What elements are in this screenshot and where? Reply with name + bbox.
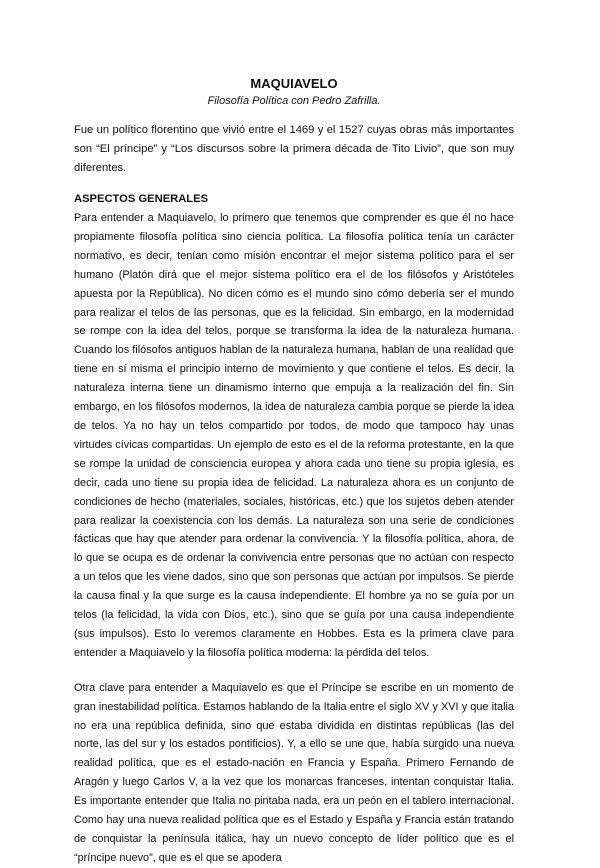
body-paragraph: Otra clave para entender a Maquiavelo es que el Príncipe se escribe en un momento de gran inestabilidad política. Estamos hablando de la Italia entre el siglo XV y XVI y que italia no era una república definida, sino que estaba dividida en distintas repúblicas (las del norte, las del sur y los estados pontificios). Y, a ello se une que, había surgido una nueva realidad política, que es el estado-nación en Francia y España. Primero Fernando de Aragón y luego Carlos V, a la vez que los monarcas franceses, intentan conquistar Italia. Es importante entender que Italia no pintaba nada, era un peón en el tablero internacional. Como hay una nueva realidad política que es el Estado y España y Francia están tratando de conquistar la península itálica, hay un nuevo concepto de líder político que es el “príncipe nuevo”, que es el que se apodera <box>74 681 514 864</box>
section-heading: ASPECTOS GENERALES <box>74 193 209 205</box>
body-paragraph: Para entender a Maquiavelo, lo primero que tenemos que comprender es que él no hace propiamente filosofía política sino ciencia política. La filosofía política tenía un carácter normativo, es decir, tenían como misión encontrar el mejor sistema político para el ser humano (Platón dirá que el mejor sistema político era el de los filósofos y Aristóteles apuesta por la República). No dicen cómo es el mundo sino cómo debería ser el mundo para realizar el telos de las personas, que es la felicidad. Sin embargo, en la modernidad se rompe con la idea del telos, porque se transforma la idea de la naturaleza humana. Cuando los filósofos antiguos hablan de la naturaleza humana, hablan de una realidad que tiene en sí misma el principio interno de movimiento y que contiene el telos. Es decir, la naturaleza interna tiene un dinamismo interno que empuja a la realización del fin. Sin embargo, en los filósofos modernos, la idea de naturaleza cambia porque se pierde la idea de telos. Ya no hay un telos compartido por todos, de modo que tampoco hay unas virtudes cívicas compartidas. Un ejemplo de esto es el de la reforma protestante, en la que se rompe la unidad de consciencia europea y ahora cada uno tiene su propia iglesia, es decir, cada uno tiene su propia idea de felicidad. La naturaleza ahora es un conjunto de condiciones de hecho (materiales, sociales, históricas, etc.) que los sujetos deben atender para realizar la coexistencia con los demás. La naturaleza son una serie de condiciones fácticas que hay que atender para ordenar la convivencia. Y la filosofía política, ahora, de lo que se ocupa es de ordenar la convivencia entre personas que no actúan con respecto a un telos que les viene dados, sino que son personas que actúan por impulsos. Se pierde la causa final y la que surge es la causa independiente. El hombre ya no se guía por un telos (la felicidad, la vida con Dios, etc.), sino que se guía por una causa independiente (sus impulsos). Esto lo veremos claramente en Hobbes. Esta es la primera clave para entender a Maquiavelo y la filosofía política moderna: la pérdida del telos. <box>74 212 514 659</box>
intro-paragraph: Fue un político florentino que vivió entre el 1469 y el 1527 cuyas obras más importantes son “El príncipe” y “Los discursos sobre la primera década de Tito Livio”, que son muy diferentes. <box>74 124 514 174</box>
document-subtitle: Filosofía Política con Pedro Zafrilla. <box>207 95 381 107</box>
document-title: MAQUIAVELO <box>250 76 338 91</box>
